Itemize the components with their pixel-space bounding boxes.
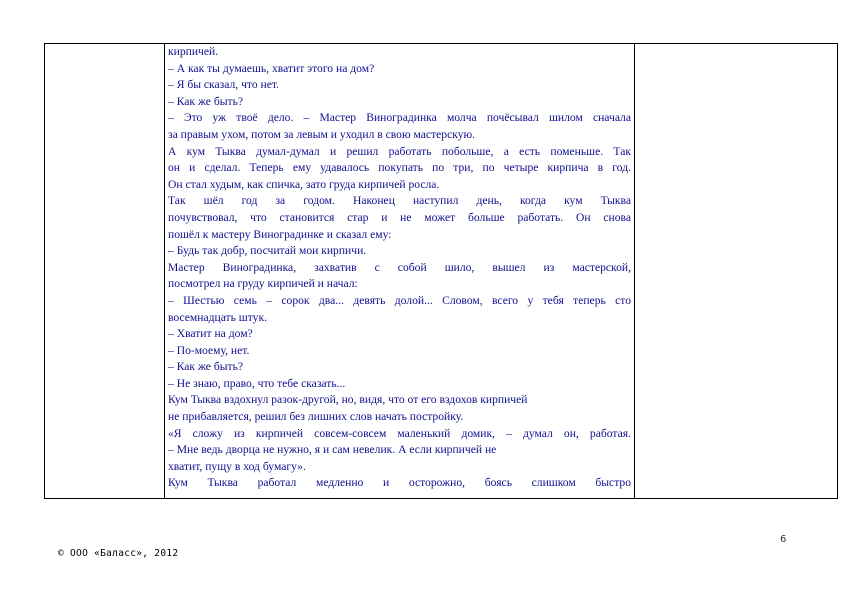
text-line: посмотрел на груду кирпичей и начал: (168, 277, 358, 291)
left-column (45, 44, 165, 498)
text-line: – Будь так добр, посчитай мои кирпичи. (168, 244, 367, 258)
text-line: Кум Тыква вздохнул разок-другой, но, видя, что от его вздохов кирпичей (168, 393, 528, 407)
text-line: – Не знаю, право, что тебе сказать... (168, 376, 346, 390)
story-text (165, 44, 634, 492)
content-table (44, 43, 838, 499)
text-line: Он стал худым, как спичка, зато груда кирпичей росла. (168, 177, 440, 191)
text-line: пошёл к мастеру Виноградинке и сказал ему: (168, 227, 392, 241)
text-line: за правым ухом, потом за левым и уходил в свою мастерскую. (168, 127, 476, 141)
page-number: 6 (780, 534, 787, 545)
text-line: Так шёл год за годом. Наконец наступил день, когда кум Тыква (168, 194, 631, 208)
text-column (165, 44, 635, 498)
text-line: он и сделал. Теперь ему удавалось покупать по три, по четыре кирпича в год. (168, 161, 631, 175)
text-line: хватит, пущу в ход бумагу». (168, 459, 306, 473)
text-line: – Я бы сказал, что нет. (168, 78, 279, 92)
text-line: «Я сложу из кирпичей совсем-совсем маленький домик, – думал он, работая. (168, 426, 631, 440)
text-line: – Шестью семь – сорок два... девять долой... Словом, всего у тебя теперь сто (168, 293, 631, 307)
right-column (635, 44, 837, 498)
text-line: – По-моему, нет. (168, 343, 250, 357)
text-line: Кум Тыква работал медленно и осторожно, боясь слишком быстро (168, 476, 631, 490)
text-line: – Как же быть? (168, 94, 244, 108)
text-line: – Как же быть? (168, 360, 244, 374)
text-line: Мастер Виноградинка, захватив с собой шило, вышел из мастерской, (168, 260, 631, 274)
text-line: не прибавляется, решил без лишних слов начать постройку. (168, 410, 464, 424)
text-line: почувствовал, что становится стар и не может больше работать. Он снова (168, 210, 631, 224)
text-line: кирпичей. (168, 45, 219, 58)
text-line: – Мне ведь дворца не нужно, я и сам невелик. А если кирпичей не (168, 443, 497, 457)
text-line: восемнадцать штук. (168, 310, 267, 324)
text-line: А кум Тыква думал-думал и решил работать побольше, а есть поменьше. Так (168, 144, 631, 158)
text-line: – А как ты думаешь, хватит этого на дом? (168, 61, 375, 75)
text-line: – Это уж твоё дело. – Мастер Виноградинка молча почёсывал шилом сначала (168, 111, 631, 125)
copyright-notice: © ООО «Баласс», 2012 (58, 548, 179, 559)
text-line: – Хватит на дом? (168, 327, 253, 341)
